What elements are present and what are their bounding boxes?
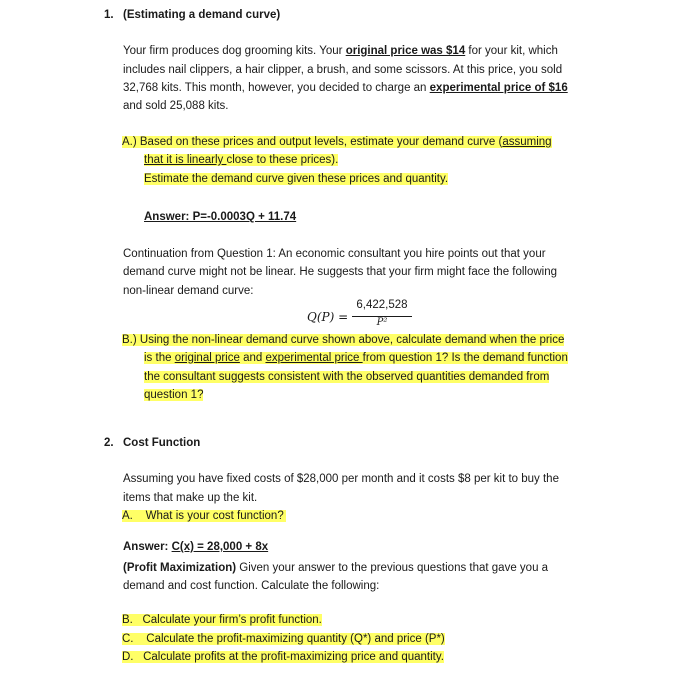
q2-profit-line-1: (Profit Maximization) Given your answer to the previous questions that gave you a <box>123 562 549 574</box>
q2-number: 2. <box>104 437 114 449</box>
q1-intro-line-2: includes nail clippers, a hair clipper, a brush, and some scissors. At this price, you sold <box>123 64 563 76</box>
formula-numerator: 6,422,528 <box>356 299 408 311</box>
formula-denominator: P² <box>376 317 388 328</box>
q2-title: Cost Function <box>123 437 201 449</box>
q2-partA: A. What is your cost function? <box>122 510 284 522</box>
q2-profit-line-2: demand and cost function. Calculate the following: <box>123 580 380 592</box>
q1-partB-line-3: the consultant suggests consistent with the observed quantities demanded from <box>144 371 550 383</box>
q1-partB-line-2: is the original price and experimental price from question 1? Is the demand function <box>144 352 568 364</box>
q2-intro-line-2: items that make up the kit. <box>123 492 258 504</box>
q2-intro-line-1: Assuming you have fixed costs of $28,000 per month and it costs $8 per kit to buy the <box>123 473 559 485</box>
q1-intro-line-1: Your firm produces dog grooming kits. Your original price was $14 for your kit, which <box>123 45 558 57</box>
q1-partA-line-3: Estimate the demand curve given these prices and quantity. <box>144 173 449 185</box>
q1-intro-line-4: and sold 25,088 kits. <box>123 100 229 112</box>
q2-answer: Answer: C(x) = 28,000 + 8x <box>123 541 269 553</box>
q1-continuation-line-1: Continuation from Question 1: An economic consultant you hire points out that your <box>123 248 546 260</box>
q1-partA-line-2: that it is linearly close to these prices). <box>144 154 339 166</box>
q2-item-C: C. Calculate the profit-maximizing quantity (Q*) and price (P*) <box>122 633 445 645</box>
q1-intro-line-3: 32,768 kits. This month, however, you decided to charge an experimental price of $16 <box>123 82 568 94</box>
q1-answer: Answer: P=-0.0003Q + 11.74 <box>144 211 297 223</box>
q1-continuation-line-3: non-linear demand curve: <box>123 285 254 297</box>
q1-partA-line-1: A.) Based on these prices and output levels, estimate your demand curve (assuming <box>122 136 552 148</box>
q2-item-B: B. Calculate your firm’s profit function. <box>122 614 322 626</box>
formula-lhs: Q(P) = <box>307 310 349 324</box>
original-price: original price was $14 <box>345 45 466 57</box>
q1-number: 1. <box>104 9 114 21</box>
q1-partB-line-4: question 1? <box>144 389 204 401</box>
q1-partB-line-1: B.) Using the non-linear demand curve shown above, calculate demand when the price <box>122 334 565 346</box>
q2-item-D: D. Calculate profits at the profit-maximizing price and quantity. <box>122 651 444 663</box>
q1-title: (Estimating a demand curve) <box>123 9 281 21</box>
experimental-price: experimental price of $16 <box>429 82 568 94</box>
q1-continuation-line-2: demand curve might not be linear. He suggests that your firm might face the following <box>123 266 558 278</box>
